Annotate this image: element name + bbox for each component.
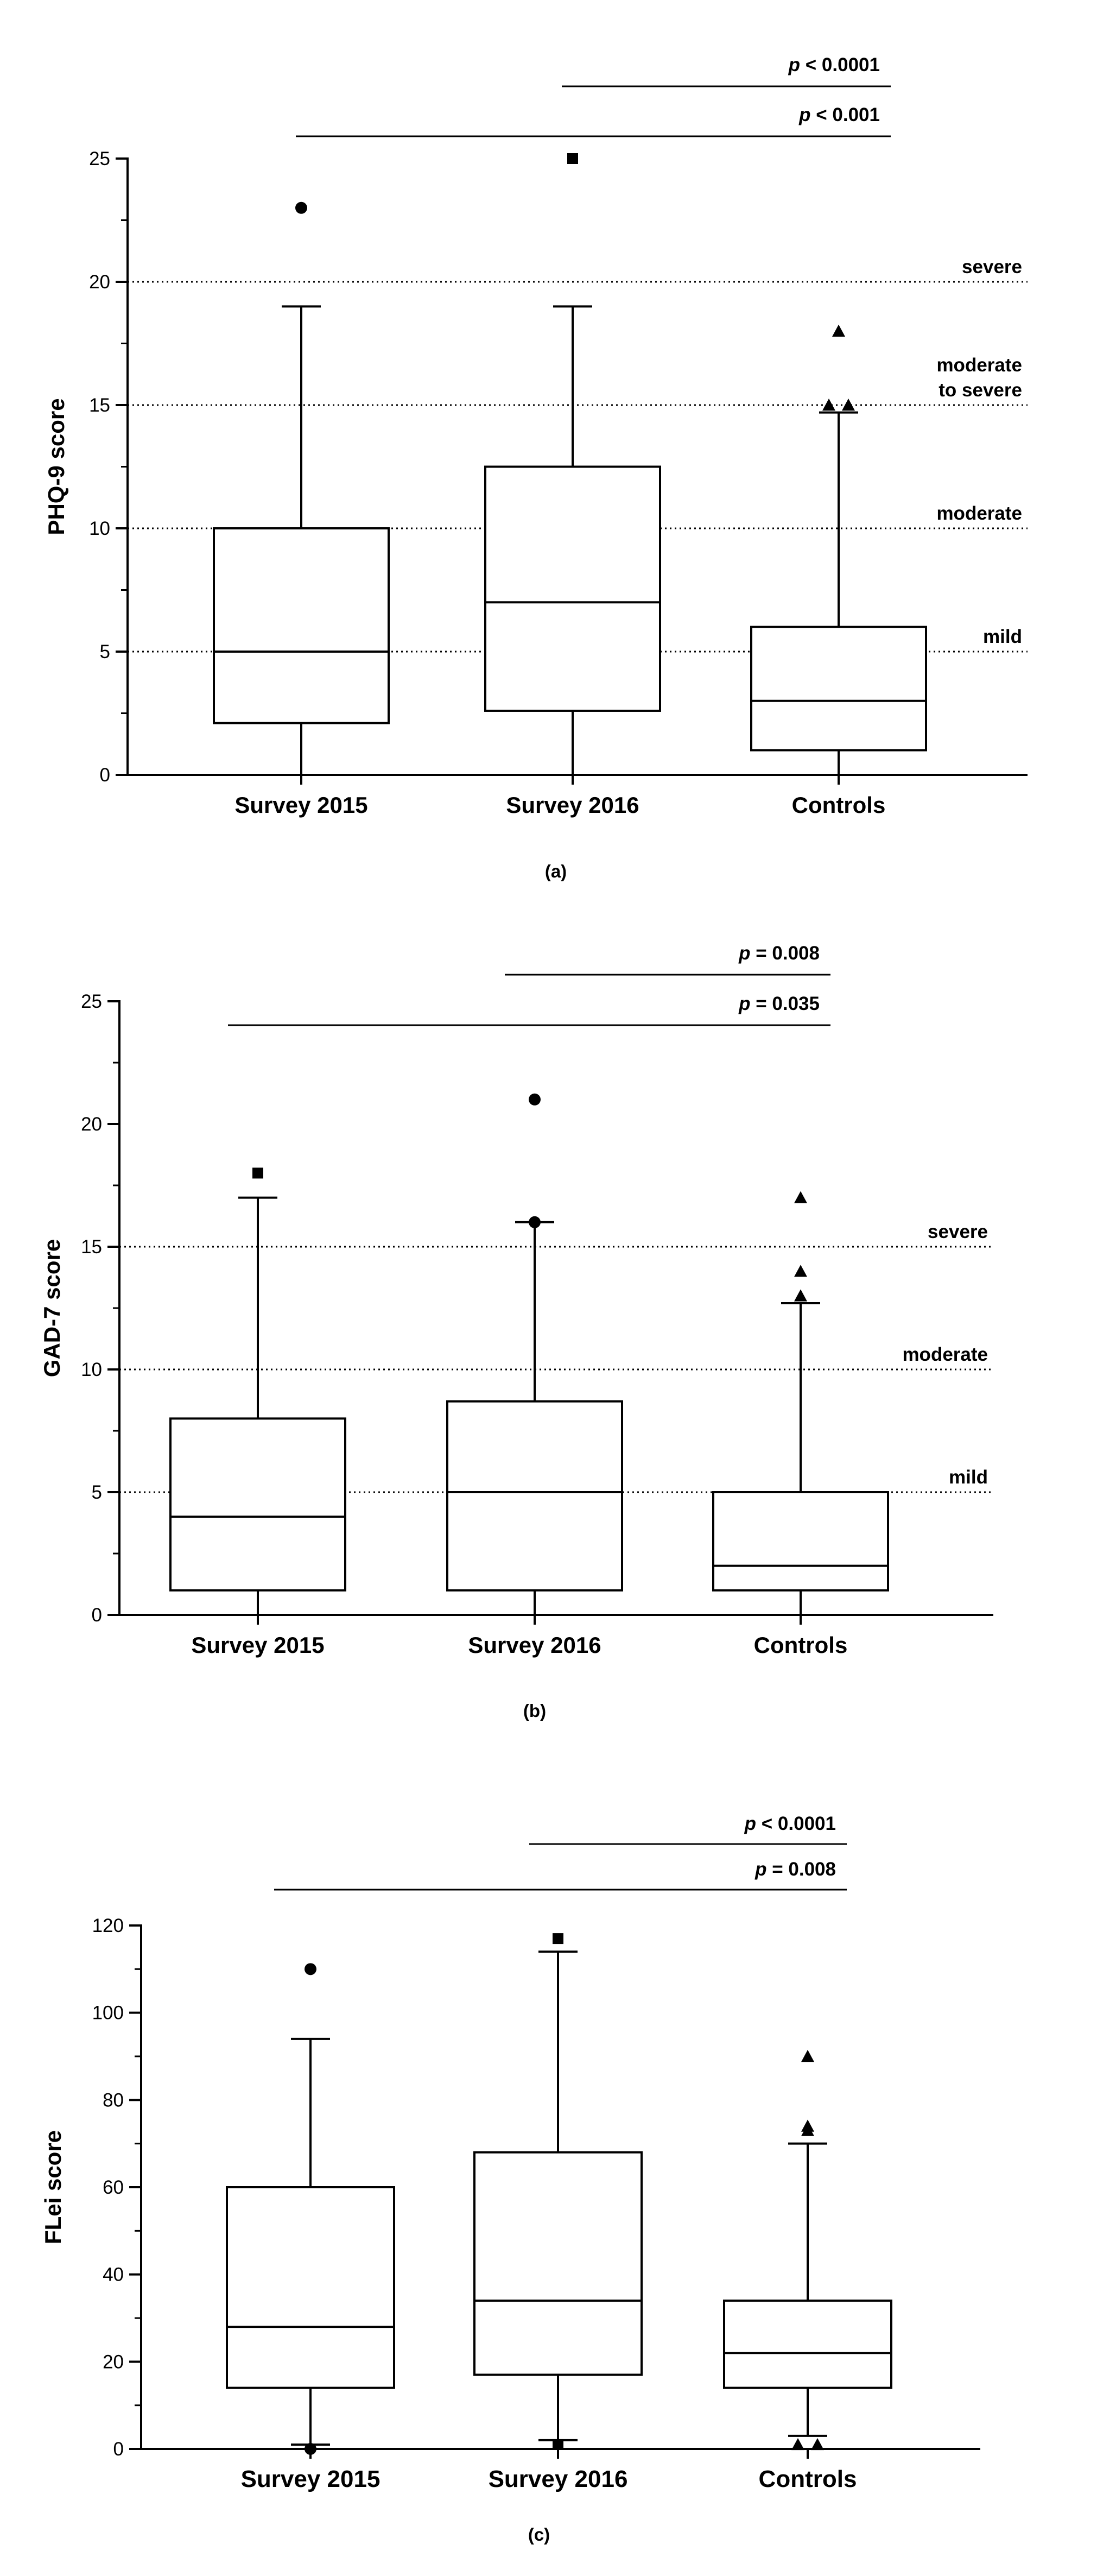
outlier-point (553, 1933, 563, 1944)
outlier-point (529, 1216, 541, 1228)
box-survey-2016 (447, 1094, 622, 1615)
threshold-label (936, 355, 1022, 401)
significance-label (754, 1859, 836, 1880)
outlier-point (794, 1191, 807, 1203)
outlier-point (842, 399, 855, 411)
p-value: < 0.001 (810, 104, 880, 125)
box-body (713, 1492, 888, 1590)
box-controls (713, 1191, 888, 1615)
y-tick-label: 20 (89, 272, 110, 293)
outlier-point (794, 1265, 807, 1277)
x-tick-label: Survey 2015 (234, 792, 368, 818)
significance-label (738, 993, 820, 1014)
y-tick-label: 40 (103, 2264, 124, 2285)
x-tick-label: Survey 2016 (506, 792, 639, 818)
box-survey-2015 (214, 202, 389, 775)
threshold-label-line: moderate (936, 503, 1022, 524)
box-survey-2016 (474, 1933, 642, 2450)
threshold-label (902, 1344, 988, 1365)
y-tick-label: 5 (99, 641, 110, 662)
y-tick-label: 20 (103, 2351, 124, 2373)
y-tick-label: 60 (103, 2177, 124, 2198)
box-body (170, 1418, 345, 1590)
threshold-label-line: severe (962, 256, 1022, 277)
y-tick-label: 100 (92, 2002, 124, 2024)
y-axis-label: GAD-7 score (39, 1239, 65, 1378)
p-symbol: p (788, 54, 801, 75)
significance-label (798, 104, 880, 125)
panel-label: (c) (528, 2524, 550, 2545)
threshold-label-line: to severe (939, 380, 1022, 401)
p-symbol: p (739, 993, 751, 1014)
box-body (447, 1401, 622, 1590)
chart-panel-2 (39, 943, 993, 1721)
threshold-label-line: moderate (936, 355, 1022, 376)
box-body (485, 467, 660, 711)
p-symbol: p (744, 1813, 757, 1834)
p-symbol: p (739, 943, 751, 964)
outlier-point (305, 1963, 316, 1975)
y-axis-label: PHQ-9 score (43, 398, 69, 535)
significance-label (744, 1813, 836, 1834)
y-tick-label: 20 (81, 1114, 102, 1135)
x-tick-label: Survey 2016 (488, 2466, 628, 2492)
threshold-label (962, 256, 1022, 277)
p-symbol: p (799, 104, 811, 125)
p-value: = 0.035 (750, 993, 820, 1014)
y-tick-label: 10 (81, 1359, 102, 1380)
significance-label (788, 54, 880, 75)
threshold-label (936, 503, 1022, 524)
y-tick-label: 0 (91, 1605, 102, 1626)
x-tick-label: Controls (791, 792, 886, 818)
y-axis-label: FLei score (40, 2130, 66, 2245)
threshold-label (949, 1467, 988, 1488)
y-tick-label: 15 (81, 1236, 102, 1258)
outlier-point (295, 202, 307, 214)
outlier-point (832, 325, 845, 337)
threshold-label (928, 1221, 988, 1242)
box-body (751, 627, 926, 750)
p-value: < 0.0001 (800, 54, 880, 75)
x-tick-label: Survey 2015 (240, 2466, 381, 2492)
box-survey-2015 (227, 1963, 394, 2455)
significance-label (738, 943, 820, 964)
p-value: < 0.0001 (756, 1813, 836, 1834)
box-controls (724, 2050, 891, 2450)
x-tick-label: Survey 2016 (468, 1632, 601, 1658)
p-value: = 0.008 (750, 943, 820, 964)
chart-panel-1 (43, 54, 1028, 881)
y-tick-label: 25 (89, 148, 110, 169)
threshold-label (983, 626, 1022, 647)
threshold-label-line: severe (928, 1221, 988, 1242)
outlier-point (794, 1289, 807, 1301)
outlier-point (567, 153, 578, 164)
y-tick-label: 0 (99, 765, 110, 786)
outlier-point (305, 2443, 316, 2455)
box-body (474, 2152, 642, 2375)
x-tick-label: Survey 2015 (191, 1632, 325, 1658)
outlier-point (811, 2438, 824, 2450)
panel-label: (b) (523, 1701, 547, 1721)
outlier-point (529, 1094, 541, 1106)
y-tick-label: 15 (89, 395, 110, 416)
box-survey-2016 (485, 153, 660, 775)
x-tick-label: Controls (753, 1632, 848, 1658)
y-tick-label: 0 (113, 2439, 124, 2460)
y-tick-label: 5 (91, 1482, 102, 1503)
threshold-label-line: moderate (902, 1344, 988, 1365)
outlier-point (791, 2438, 804, 2450)
y-tick-label: 120 (92, 1915, 124, 1936)
outlier-point (252, 1167, 263, 1178)
x-tick-label: Controls (758, 2466, 857, 2492)
y-tick-label: 80 (103, 2089, 124, 2111)
outlier-point (822, 399, 835, 411)
chart-panel-3 (40, 1813, 980, 2545)
p-symbol: p (755, 1859, 767, 1880)
outlier-point (553, 2439, 563, 2450)
box-body (227, 2187, 394, 2388)
panel-label: (a) (544, 861, 567, 881)
box-body (724, 2301, 891, 2388)
threshold-label-line: mild (949, 1467, 988, 1488)
box-survey-2015 (170, 1167, 345, 1615)
box-body (214, 528, 389, 723)
y-tick-label: 25 (81, 991, 102, 1012)
outlier-point (801, 2050, 814, 2062)
box-controls (751, 325, 926, 775)
p-value: = 0.008 (766, 1859, 836, 1880)
y-tick-label: 10 (89, 518, 110, 539)
threshold-label-line: mild (983, 626, 1022, 647)
